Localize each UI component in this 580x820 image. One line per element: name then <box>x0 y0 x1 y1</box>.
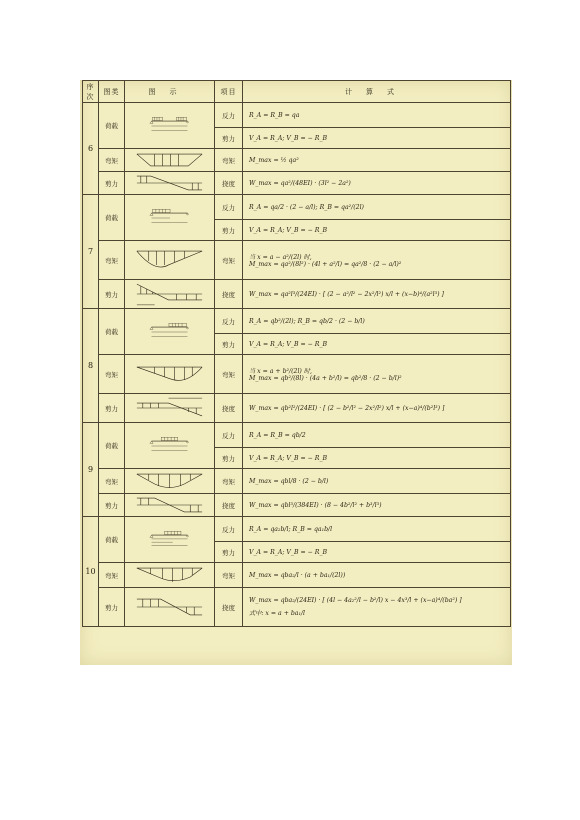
case-6-deflection-row <box>83 172 511 195</box>
formula-deflection: W_max = qbl³/(384EI) · (8 − 4b²/l² + b³/l³) <box>243 494 511 517</box>
formula-deflection: W_max = qa²l³/(24EI) · [ (2 − a²/l² − 2x²/l²) x/l + (x−b)⁴/(a²l³) ] <box>243 280 511 309</box>
moment-figure <box>125 469 214 493</box>
moment-diagram-9 <box>125 469 215 494</box>
header-case-no: 序次 <box>83 81 99 103</box>
shear-figure <box>125 280 214 308</box>
type-label-load: 荷载 <box>99 195 125 241</box>
case-10-deflection-row <box>83 588 511 627</box>
type-label-load: 荷载 <box>99 103 125 149</box>
type-label-moment: 弯矩 <box>99 469 125 494</box>
case-9-moment-row <box>83 469 511 494</box>
item-moment: 弯矩 <box>215 149 243 172</box>
formula-shear: V_A = R_A; V_B = − R_B <box>243 128 511 149</box>
item-reaction: 反力 <box>215 309 243 334</box>
item-shear: 剪力 <box>215 220 243 241</box>
load-diagram-9 <box>125 423 215 469</box>
type-label-moment: 弯矩 <box>99 563 125 588</box>
header-type: 图类 <box>99 81 125 103</box>
item-reaction: 反力 <box>215 195 243 220</box>
formula-reaction: R_A = qa/2 · (2 − a/l); R_B = qa²/(2l) <box>243 195 511 220</box>
case-10-moment-row <box>83 563 511 588</box>
moment-diagram-8 <box>125 355 215 394</box>
formula-reaction: R_A = qb²/(2l); R_B = qb/2 · (2 − b/l) <box>243 309 511 334</box>
item-moment: 弯矩 <box>215 563 243 588</box>
type-label-load: 荷载 <box>99 423 125 469</box>
formula-deflection: W_max = qa²/(48EI) · (3l² − 2a²) <box>243 172 511 195</box>
type-label-shear: 剪力 <box>99 394 125 423</box>
shear-diagram-7 <box>125 280 215 309</box>
item-shear: 剪力 <box>215 448 243 469</box>
type-label-shear: 剪力 <box>99 494 125 517</box>
beam-formula-table <box>82 80 511 627</box>
formula-moment: M_max = qba₂/l · (a + ba₁/(2l)) <box>243 563 511 588</box>
header-figure: 图示 <box>125 81 215 103</box>
shear-figure <box>125 494 214 516</box>
item-reaction: 反力 <box>215 423 243 448</box>
type-label-moment: 弯矩 <box>99 241 125 280</box>
item-moment: 弯矩 <box>215 469 243 494</box>
moment-max: M_max = qb²/(8l) · (4a + b²/l) = qb²/8 · (2 − b/l)² <box>249 375 402 382</box>
case-number: 8 <box>83 309 99 423</box>
beam-load-figure <box>125 114 214 138</box>
moment-figure <box>125 241 214 279</box>
header-item: 项目 <box>215 81 243 103</box>
moment-figure <box>125 563 214 587</box>
case-10-reaction-row <box>83 517 511 542</box>
formula-shear: V_A = R_A; V_B = − R_B <box>243 334 511 355</box>
type-label-load: 荷载 <box>99 517 125 563</box>
moment-condition: 当 x = a − a²/(2l) 时, <box>249 254 312 261</box>
formula-reaction: R_A = qa₂b/l; R_B = qa₁b/l <box>243 517 511 542</box>
type-label-shear: 剪力 <box>99 280 125 309</box>
moment-figure <box>125 355 214 393</box>
scanned-page <box>80 80 512 665</box>
item-deflection: 挠度 <box>215 172 243 195</box>
case-number: 9 <box>83 423 99 517</box>
formula-moment <box>243 355 511 394</box>
load-diagram-7 <box>125 195 215 241</box>
formula-reaction: R_A = R_B = qb/2 <box>243 423 511 448</box>
case-9-deflection-row <box>83 494 511 517</box>
item-deflection: 挠度 <box>215 280 243 309</box>
type-label-load: 荷载 <box>99 309 125 355</box>
type-label-shear: 剪力 <box>99 172 125 195</box>
moment-diagram-7 <box>125 241 215 280</box>
load-diagram-10 <box>125 517 215 563</box>
deflection-formula: W_max = qba₂/(24EI) · [ (4l − 4a₂²/l − b²/l) x − 4x³/l + (x−a)⁴/(ba²) ] <box>249 597 462 604</box>
item-shear: 剪力 <box>215 542 243 563</box>
formula-moment: M_max = qbl/8 · (2 − b/l) <box>243 469 511 494</box>
beam-load-figure <box>125 434 214 458</box>
formula-shear: V_A = R_A; V_B = − R_B <box>243 220 511 241</box>
shear-diagram-6 <box>125 172 215 195</box>
case-8-moment-row <box>83 355 511 394</box>
case-number: 6 <box>83 103 99 195</box>
moment-diagram-6 <box>125 149 215 172</box>
item-deflection: 挠度 <box>215 588 243 627</box>
header-formula: 计算式 <box>243 81 511 103</box>
moment-diagram-10 <box>125 563 215 588</box>
formula-shear: V_A = R_A; V_B = − R_B <box>243 448 511 469</box>
type-label-shear: 剪力 <box>99 588 125 627</box>
shear-diagram-9 <box>125 494 215 517</box>
case-6-moment-row <box>83 149 511 172</box>
formula-deflection <box>243 588 511 627</box>
case-7-moment-row <box>83 241 511 280</box>
deflection-note: 式中: x = a + ba₁/l <box>249 610 306 617</box>
shear-figure <box>125 172 214 194</box>
item-moment: 弯矩 <box>215 241 243 280</box>
moment-figure <box>125 149 214 171</box>
item-deflection: 挠度 <box>215 494 243 517</box>
beam-load-figure <box>125 206 214 230</box>
formula-reaction: R_A = R_B = qa <box>243 103 511 128</box>
header-row <box>83 81 511 103</box>
formula-moment: M_max = ½ qa² <box>243 149 511 172</box>
load-diagram-6 <box>125 103 215 149</box>
moment-max: M_max = qa²/(8l²) · (4l + a²/l) = qa²/8 · (2 − a/l)² <box>249 261 402 268</box>
item-moment: 弯矩 <box>215 355 243 394</box>
item-deflection: 挠度 <box>215 394 243 423</box>
type-label-moment: 弯矩 <box>99 149 125 172</box>
beam-load-figure <box>125 320 214 344</box>
beam-load-figure <box>125 528 214 552</box>
shear-diagram-10 <box>125 588 215 627</box>
case-6-reaction-row <box>83 103 511 128</box>
case-7-deflection-row <box>83 280 511 309</box>
case-8-deflection-row <box>83 394 511 423</box>
item-shear: 剪力 <box>215 128 243 149</box>
shear-diagram-8 <box>125 394 215 423</box>
case-number: 10 <box>83 517 99 627</box>
moment-condition: 当 x = a + b²/(2l) 时, <box>249 368 312 375</box>
shear-figure <box>125 588 214 626</box>
case-7-reaction-row <box>83 195 511 220</box>
type-label-moment: 弯矩 <box>99 355 125 394</box>
case-9-reaction-row <box>83 423 511 448</box>
item-reaction: 反力 <box>215 517 243 542</box>
item-shear: 剪力 <box>215 334 243 355</box>
item-reaction: 反力 <box>215 103 243 128</box>
formula-moment <box>243 241 511 280</box>
shear-figure <box>125 394 214 422</box>
formula-shear: V_A = R_A; V_B = − R_B <box>243 542 511 563</box>
case-number: 7 <box>83 195 99 309</box>
load-diagram-8 <box>125 309 215 355</box>
formula-deflection: W_max = qb²l²/(24EI) · [ (2 − b²/l² − 2x²/l²) x/l + (x−a)⁴/(b²l³) ] <box>243 394 511 423</box>
case-8-reaction-row <box>83 309 511 334</box>
